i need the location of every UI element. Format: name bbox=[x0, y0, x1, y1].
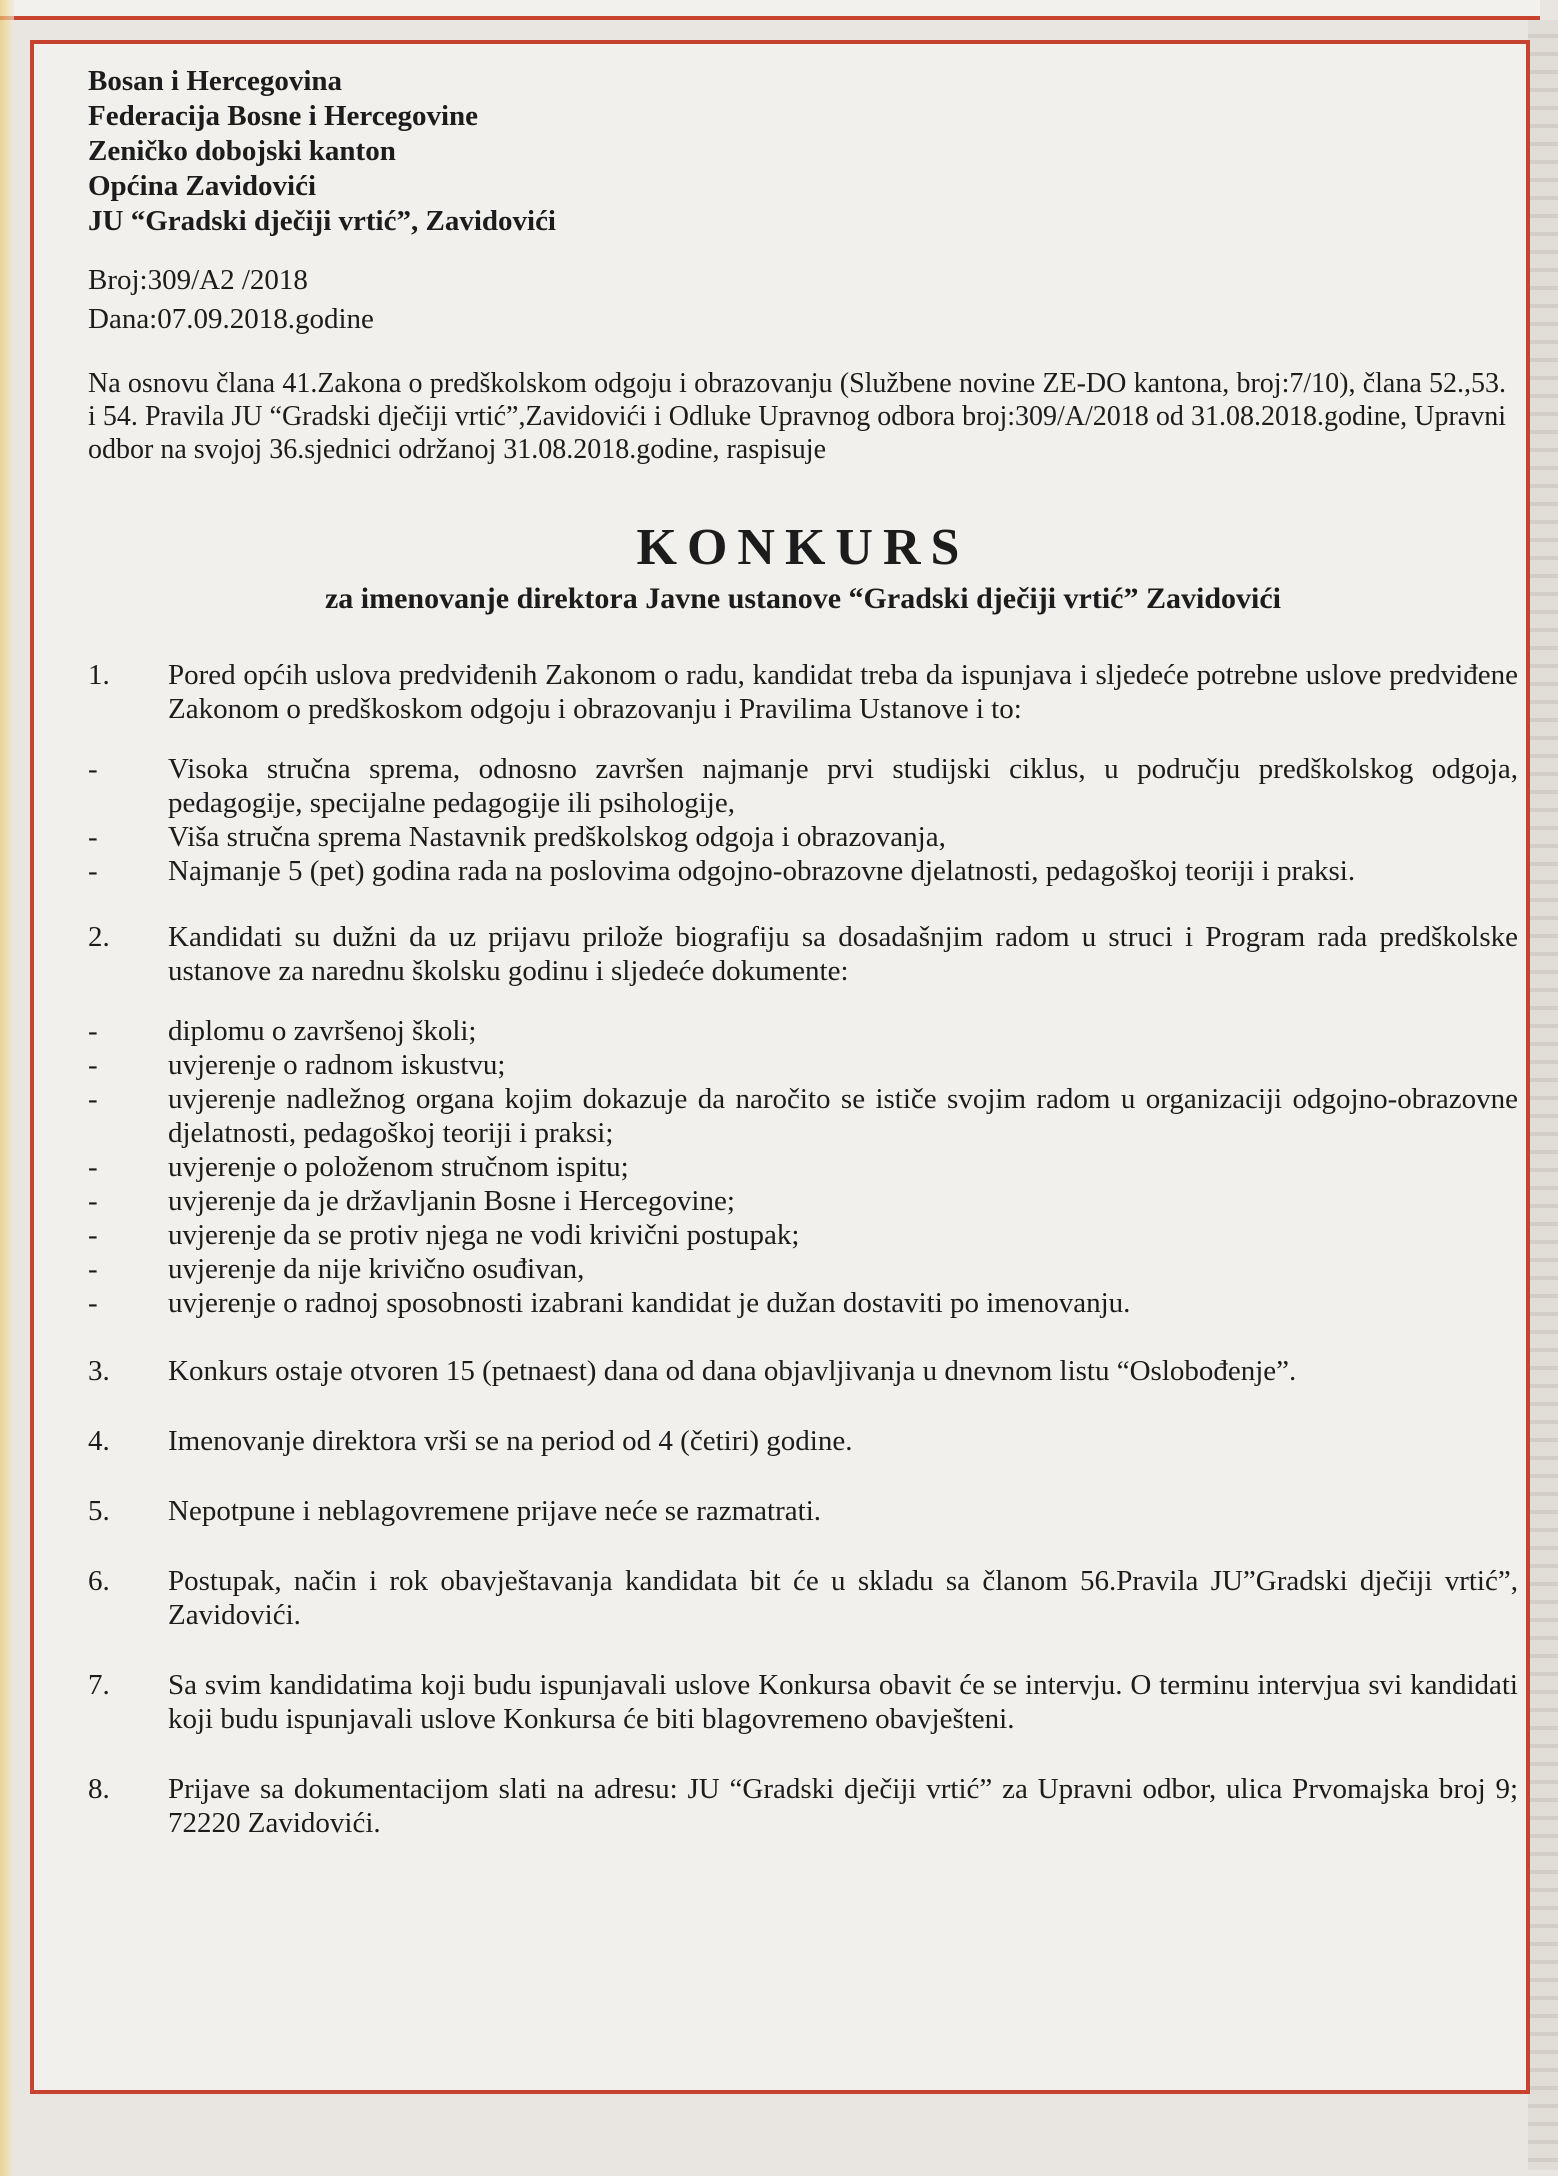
dash-bullet: - bbox=[88, 1287, 98, 1319]
dash-bullet: - bbox=[88, 821, 98, 853]
section-number: 1. bbox=[88, 659, 110, 691]
list-item: - uvjerenje da se protiv njega ne vodi krivični postupak; bbox=[88, 1219, 800, 1251]
list-item: - Visoka stručna sprema, odnosno završen najmanje prvi studijski ciklus, u području predškolskog odgoja, pedagogije, specijalne pedagogije ili psihologije, bbox=[88, 753, 1518, 819]
section-1-requirements bbox=[88, 752, 1518, 888]
header-federation: Federacija Bosne i Hercegovine bbox=[88, 100, 479, 132]
section-1 bbox=[88, 658, 1518, 726]
list-item: - Viša stručna sprema Nastavnik predškolskog odgoja i obrazovanja, bbox=[88, 821, 946, 853]
section-number: 2. bbox=[88, 921, 110, 953]
section-7 bbox=[88, 1668, 1518, 1736]
dash-bullet: - bbox=[88, 753, 98, 785]
section-text: Imenovanje direktora vrši se na period od 4 (četiri) godine. bbox=[168, 1425, 853, 1457]
newspaper-top-edge bbox=[0, 0, 1540, 20]
section-2 bbox=[88, 920, 1518, 988]
reference-date: Dana:07.09.2018.godine bbox=[88, 303, 374, 335]
dash-bullet: - bbox=[88, 1151, 98, 1183]
section-number: 7. bbox=[88, 1669, 110, 1701]
section-number: 3. bbox=[88, 1355, 110, 1387]
section-number: 6. bbox=[88, 1565, 110, 1597]
list-item: - Najmanje 5 (pet) godina rada na poslovima odgojno-obrazovne djelatnosti, pedagoškoj teoriji i praksi. bbox=[88, 855, 1356, 887]
announcement-content bbox=[88, 64, 1518, 1840]
header-municipality: Općina Zavidovići bbox=[88, 170, 317, 202]
section-number: 8. bbox=[88, 1773, 110, 1805]
header-country: Bosan i Hercegovina bbox=[88, 65, 343, 97]
section-2-documents bbox=[88, 1014, 1518, 1320]
section-text: Nepotpune i neblagovremene prijave neće se razmatrati. bbox=[168, 1495, 821, 1527]
section-text: Sa svim kandidatima koji budu ispunjavali uslove Konkursa obavit će se intervju. O terminu intervjua svi kandidati koji budu ispunjavali uslove Konkursa će biti blagovremeno obavješteni. bbox=[168, 1669, 1518, 1735]
section-5 bbox=[88, 1494, 1518, 1528]
intro-paragraph: Na osnovu člana 41.Zakona o predškolskom odgoju i obrazovanju (Službene novine ZE-DO kantona, broj:7/10), člana 52.,53. i 54. Pravila JU “Gradski dječiji vrtić”,Zavidovići i Odluke Upravnog odbora broj:309/A/2018 od 31.08.2018.godine, Upravni odbor na svojoj 36.sjednici održanoj 31.08.2018.godine, raspisuje bbox=[88, 368, 1506, 465]
list-item: - diplomu o završenoj školi; bbox=[88, 1015, 477, 1047]
section-text: Prijave sa dokumentacijom slati na adresu: JU “Gradski dječiji vrtić” za Upravni odbor, ulica Prvomajska broj 9; 72220 Zavidovići. bbox=[168, 1773, 1518, 1839]
newspaper-left-edge bbox=[0, 0, 14, 2176]
section-8 bbox=[88, 1772, 1518, 1840]
dash-bullet: - bbox=[88, 1185, 98, 1217]
section-text: Pored općih uslova predviđenih Zakonom o radu, kandidat treba da ispunjava i sljedeće potrebne uslove predviđene Zakonom o predškoskom odgoju i obrazovanju i Pravilima Ustanove i to: bbox=[168, 659, 1518, 725]
dash-bullet: - bbox=[88, 1219, 98, 1251]
dash-bullet: - bbox=[88, 1083, 98, 1115]
list-item: - uvjerenje da je državljanin Bosne i Hercegovine; bbox=[88, 1185, 735, 1217]
list-item: - uvjerenje o radnoj sposobnosti izabrani kandidat je dužan dostaviti po imenovanju. bbox=[88, 1287, 1131, 1319]
document-subtitle: za imenovanje direktora Javne ustanove “Gradski dječiji vrtić” Zavidovići bbox=[324, 582, 1282, 615]
header-canton: Zeničko dobojski kanton bbox=[88, 135, 396, 167]
section-4 bbox=[88, 1424, 1518, 1458]
reference-number: Broj:309/A2 /2018 bbox=[88, 264, 308, 296]
list-item: - uvjerenje da nije krivično osuđivan, bbox=[88, 1253, 585, 1285]
dash-bullet: - bbox=[88, 855, 98, 887]
section-3 bbox=[88, 1354, 1518, 1388]
document-title: KONKURS bbox=[636, 519, 970, 576]
section-text: Postupak, način i rok obavještavanja kandidata bit će u skladu sa članom 56.Pravila JU”Gradski dječiji vrtić”, Zavidovići. bbox=[168, 1565, 1518, 1631]
section-6 bbox=[88, 1564, 1518, 1632]
section-text: Konkurs ostaje otvoren 15 (petnaest) dana od dana objavljivanja u dnevnom listu “Oslobođenje”. bbox=[168, 1355, 1297, 1387]
newspaper-adjacent-column bbox=[1528, 20, 1558, 2170]
issuer-header bbox=[88, 64, 1518, 239]
dash-bullet: - bbox=[88, 1049, 98, 1081]
dash-bullet: - bbox=[88, 1253, 98, 1285]
section-text: Kandidati su dužni da uz prijavu prilože biografiju sa dosadašnjim radom u struci i Program rada predškolske ustanove za narednu školsku godinu i sljedeće dokumente: bbox=[168, 921, 1518, 987]
dash-bullet: - bbox=[88, 1015, 98, 1047]
section-number: 5. bbox=[88, 1495, 110, 1527]
list-item: - uvjerenje o radnom iskustvu; bbox=[88, 1049, 506, 1081]
list-item: - uvjerenje nadležnog organa kojim dokazuje da naročito se ističe svojim radom u organizaciji odgojno-obrazovne djelatnosti, pedagoškoj teoriji i praksi; bbox=[88, 1083, 1518, 1149]
header-institution: JU “Gradski dječiji vrtić”, Zavidovići bbox=[88, 205, 556, 237]
reference-block bbox=[88, 261, 1518, 339]
list-item: - uvjerenje o položenom stručnom ispitu; bbox=[88, 1151, 629, 1183]
announcement-frame bbox=[30, 40, 1530, 2094]
section-number: 4. bbox=[88, 1425, 110, 1457]
